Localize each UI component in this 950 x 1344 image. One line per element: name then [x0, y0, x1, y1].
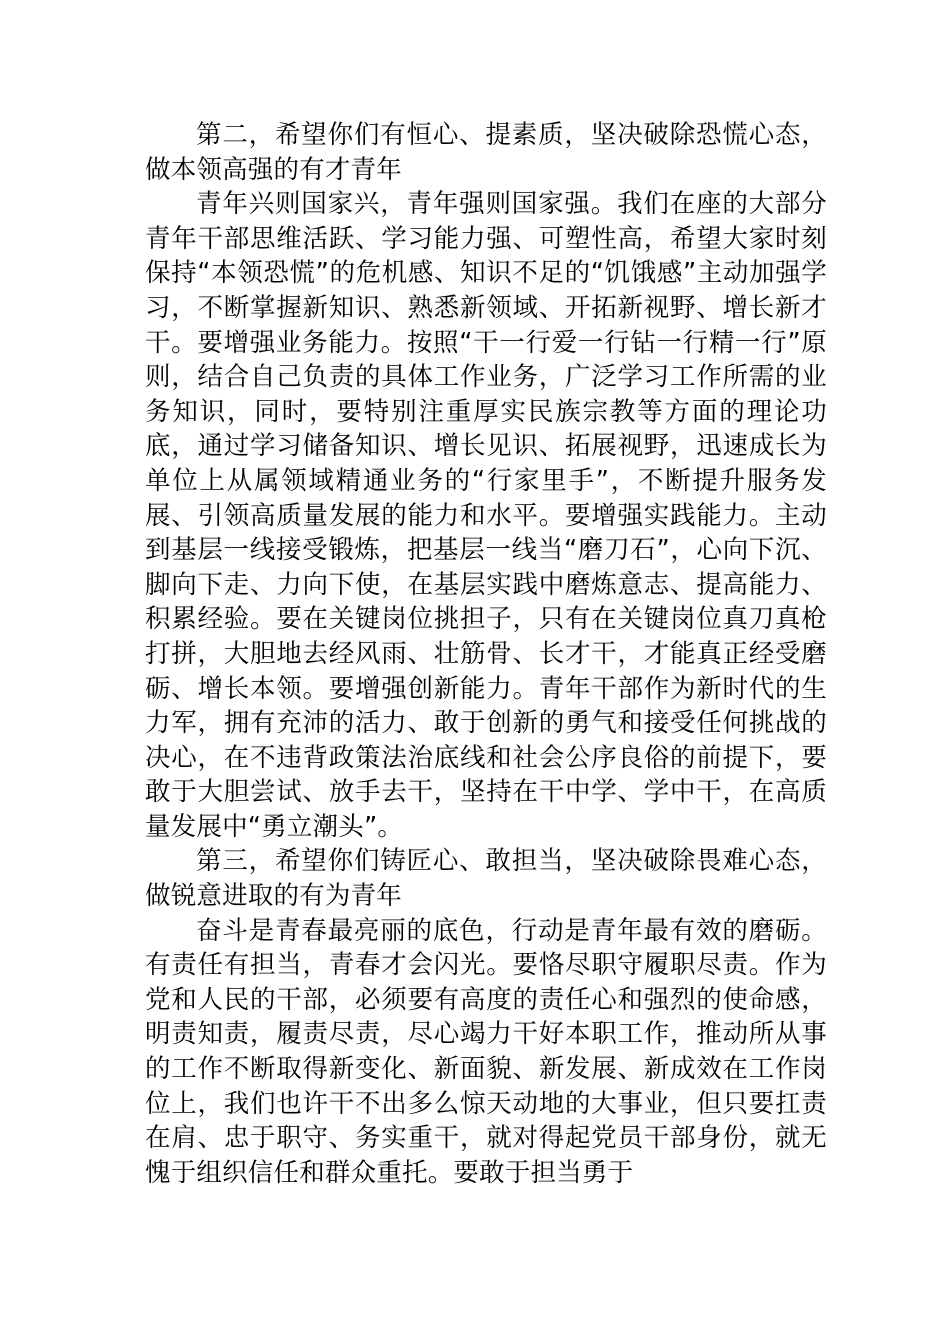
section-heading-third: 第三，希望你们铸匠心、敢担当，坚决破除畏难心态，做锐意进取的有为青年: [145, 846, 827, 912]
document-page: [145, 118, 827, 1190]
body-paragraph-second: 青年兴则国家兴，青年强则国家强。我们在座的大部分青年干部思维活跃、学习能力强、可塑性高，希望大家时刻保持“本领恐慌”的危机感、知识不足的“饥饿感”主动加强学习，不断掌握新知识、熟悉新领域、开拓新视野、增长新才干。要增强业务能力。按照“干一行爱一行钻一行精一行”原则，结合自己负责的具体工作业务，广泛学习工作所需的业务知识，同时，要特别注重厚实民族宗教等方面的理论功底，通过学习储备知识、增长见识、拓展视野，迅速成长为单位上从属领域精通业务的“行家里手”，不断提升服务发展、引领高质量发展的能力和水平。要增强实践能力。主动到基层一线接受锻炼，把基层一线当“磨刀石”，心向下沉、脚向下走、力向下使，在基层实践中磨炼意志、提高能力、积累经验。要在关键岗位挑担子，只有在关键岗位真刀真枪打拼，大胆地去经风雨、壮筋骨、长才干，才能真正经受磨砺、增长本领。要增强创新能力。青年干部作为新时代的生力军，拥有充沛的活力、敢于创新的勇气和接受任何挑战的决心，在不违背政策法治底线和社会公序良俗的前提下，要敢于大胆尝试、放手去干，坚持在干中学、学中干，在高质量发展中“勇立潮头”。: [145, 189, 827, 842]
body-paragraph-third: 奋斗是青春最亮丽的底色，行动是青年最有效的磨砺。有责任有担当，青春才会闪光。要恪尽职守履职尽责。作为党和人民的干部，必须要有高度的责任心和强烈的使命感，明责知责，履责尽责，尽心竭力干好本职工作，推动所从事的工作不断取得新变化、新面貌、新发展、新成效在工作岗位上，我们也许干不出多么惊天动地的大事业，但只要扛责在肩、忠于职守、务实重干，就对得起党员干部身份，就无愧于组织信任和群众重托。要敢于担当勇于: [145, 915, 827, 1188]
section-heading-second: 第二，希望你们有恒心、提素质，坚决破除恐慌心态，做本领高强的有才青年: [145, 120, 827, 185]
